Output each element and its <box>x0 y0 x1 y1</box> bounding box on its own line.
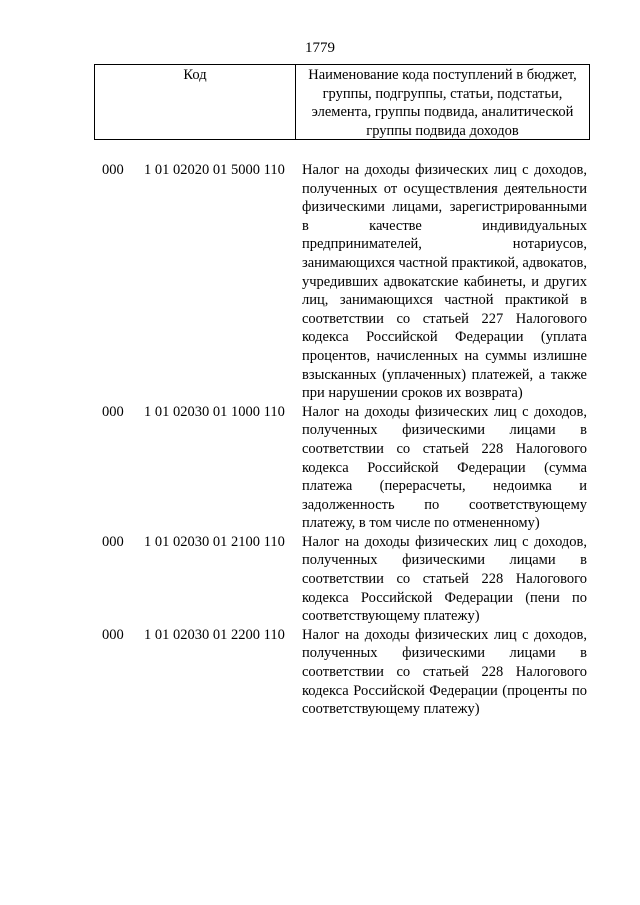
table-body <box>0 161 640 719</box>
row-income-code: 1 01 02020 01 5000 110 <box>144 162 285 178</box>
row-description: Налог на доходы физических лиц с доходов, полученных физическими лицами в соответствии со статьей 228 Налогового кодекса Российской Федерации (сумма платежа (перерасчеты, недоимка и задолженность по соответствующему платежу, в том числе по отмененному) <box>302 403 587 532</box>
row-description: Налог на доходы физических лиц с доходов, полученных физическими лицами в соответствии со статьей 228 Налогового кодекса Российской Федерации (проценты по соответствующему платежу) <box>302 626 587 718</box>
row-income-code: 1 01 02030 01 1000 110 <box>144 403 285 420</box>
header-name-label: Наименование кода поступлений в бюджет, группы, подгруппы, статьи, подстатьи, элемента, группы подвида, аналитической группы подвида доходов <box>308 67 577 139</box>
row-income-code: 1 01 02030 01 2200 110 <box>144 626 285 643</box>
header-code-label: Код <box>95 65 296 139</box>
table-row <box>0 533 640 626</box>
row-description: Налог на доходы физических лиц с доходов, полученных физическими лицами в соответствии со статьей 228 Налогового кодекса Российской Федерации (пени по соответствующему платежу) <box>302 533 587 625</box>
row-income-code: 1 01 02030 01 2100 110 <box>144 533 285 550</box>
row-admin-code: 000 <box>102 533 124 550</box>
row-admin-code: 000 <box>102 626 124 643</box>
table-header <box>94 64 590 140</box>
row-description: Налог на доходы физических лиц с доходов, полученных от осуществления деятельности физическими лицами, зарегистрированными в качестве индивидуальных предпринимателей, нотариусов, занимающихся частной практикой, адвокатов, учредивших адвокатские кабинеты, и других лиц, занимающихся частной практикой в соответствии со статьей 227 Налогового кодекса Российской Федерации (уплата процентов, начисленных на суммы излишне взысканных (уплаченных) платежей, а также при нарушении сроков их возврата) <box>302 162 587 402</box>
page-number: 1779 <box>305 40 335 56</box>
table-row <box>0 161 640 403</box>
table-row <box>0 626 640 719</box>
row-admin-code: 000 <box>102 403 124 420</box>
table-row <box>0 403 640 533</box>
row-admin-code: 000 <box>102 162 124 178</box>
